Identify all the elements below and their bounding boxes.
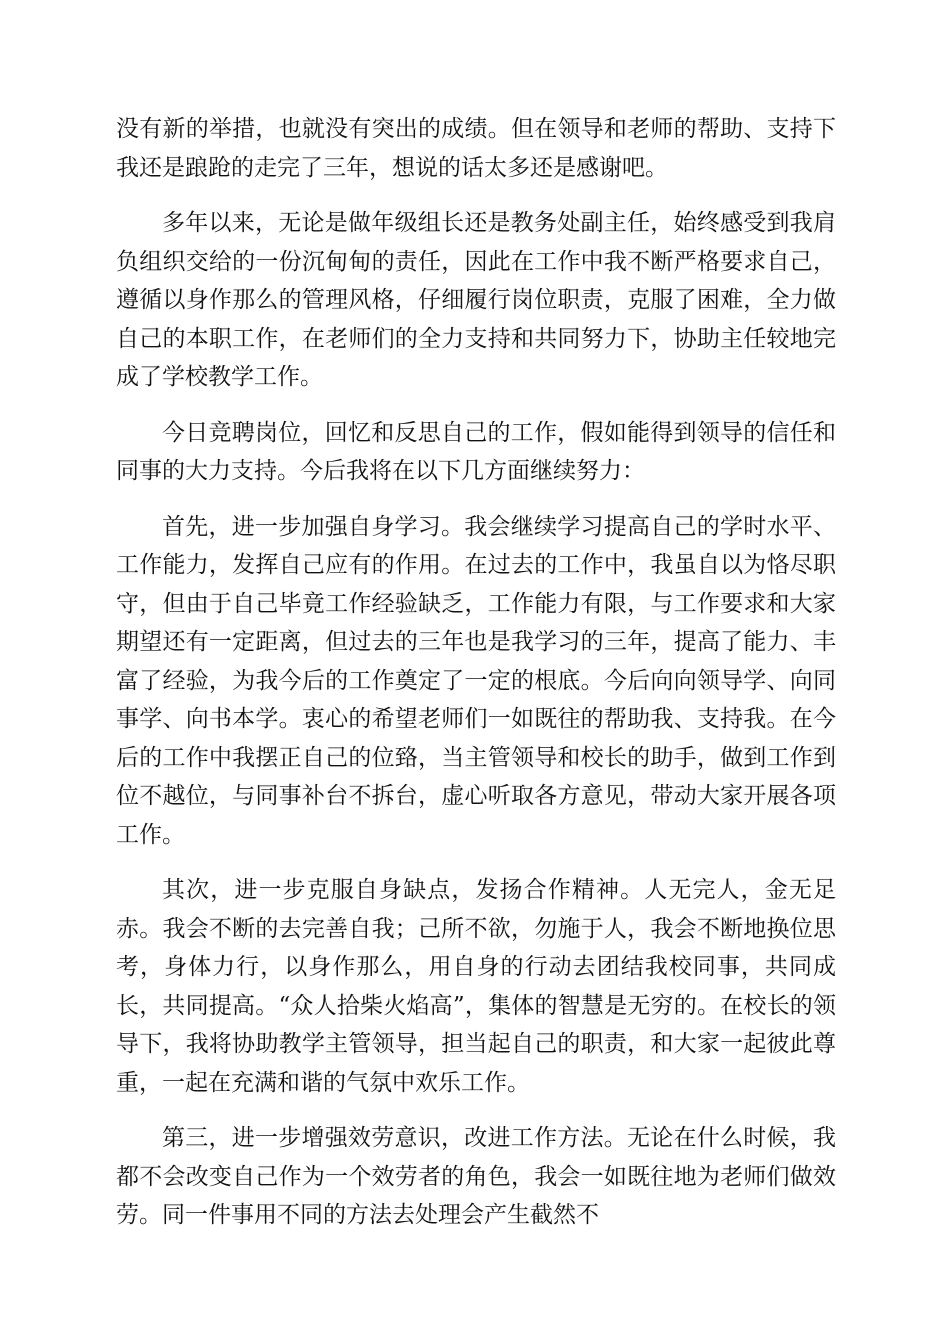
- document-body: [116, 110, 836, 1252]
- paragraph-responsibility: 多年以来，无论是做年级组长还是教务处副主任，始终感受到我肩负组织交给的一份沉甸甸的责任，因此在工作中我不断严格要求自己，遵循以身作那么的管理风格，仔细履行岗位职责，克服了困难，全力做自己的本职工作，在老师们的全力支持和共同努力下，协助主任较地完成了学校教学工作。: [116, 210, 836, 390]
- paragraph-competition: 今日竞聘岗位，回忆和反思自己的工作，假如能得到领导的信任和同事的大力支持。今后我将在以下几方面继续努力：: [116, 419, 836, 484]
- paragraph-third-point: 第三，进一步增强效劳意识，改进工作方法。无论在什么时候，我都不会改变自己作为一个效劳者的角色，我会一如既往地为老师们做效劳。同一件事用不同的方法去处理会产生截然不: [116, 1125, 836, 1228]
- paragraph-continuation: 没有新的举措，也就没有突出的成绩。但在领导和老师的帮助、支持下我还是踉跄的走完了三年，想说的话太多还是感谢吧。: [116, 116, 836, 181]
- paragraph-first-point: 首先，进一步加强自身学习。我会继续学习提高自己的学时水平、工作能力，发挥自己应有的作用。在过去的工作中，我虽自以为恪尽职守，但由于自己毕竟工作经验缺乏，工作能力有限，与工作要求和大家期望还有一定距离，但过去的三年也是我学习的三年，提高了能力、丰富了经验，为我今后的工作奠定了一定的根底。今后向向领导学、向同事学、向书本学。衷心的希望老师们一如既往的帮助我、支持我。在今后的工作中我摆正自己的位臵，当主管领导和校长的助手，做到工作到位不越位，与同事补台不拆台，虚心听取各方意见，带动大家开展各项工作。: [116, 513, 836, 848]
- paragraph-second-point: 其次，进一步克服自身缺点，发扬合作精神。人无完人，金无足赤。我会不断的去完善自我；己所不欲，勿施于人，我会不断地换位思考，身体力行，以身作那么，用自身的行动去团结我校同事，共同成长，共同提高。“众人拾柴火焰高”，集体的智慧是无穷的。在校长的领导下，我将协助教学主管领导，担当起自己的职责，和大家一起彼此尊重，一起在充满和谐的气氛中欢乐工作。: [116, 877, 836, 1096]
